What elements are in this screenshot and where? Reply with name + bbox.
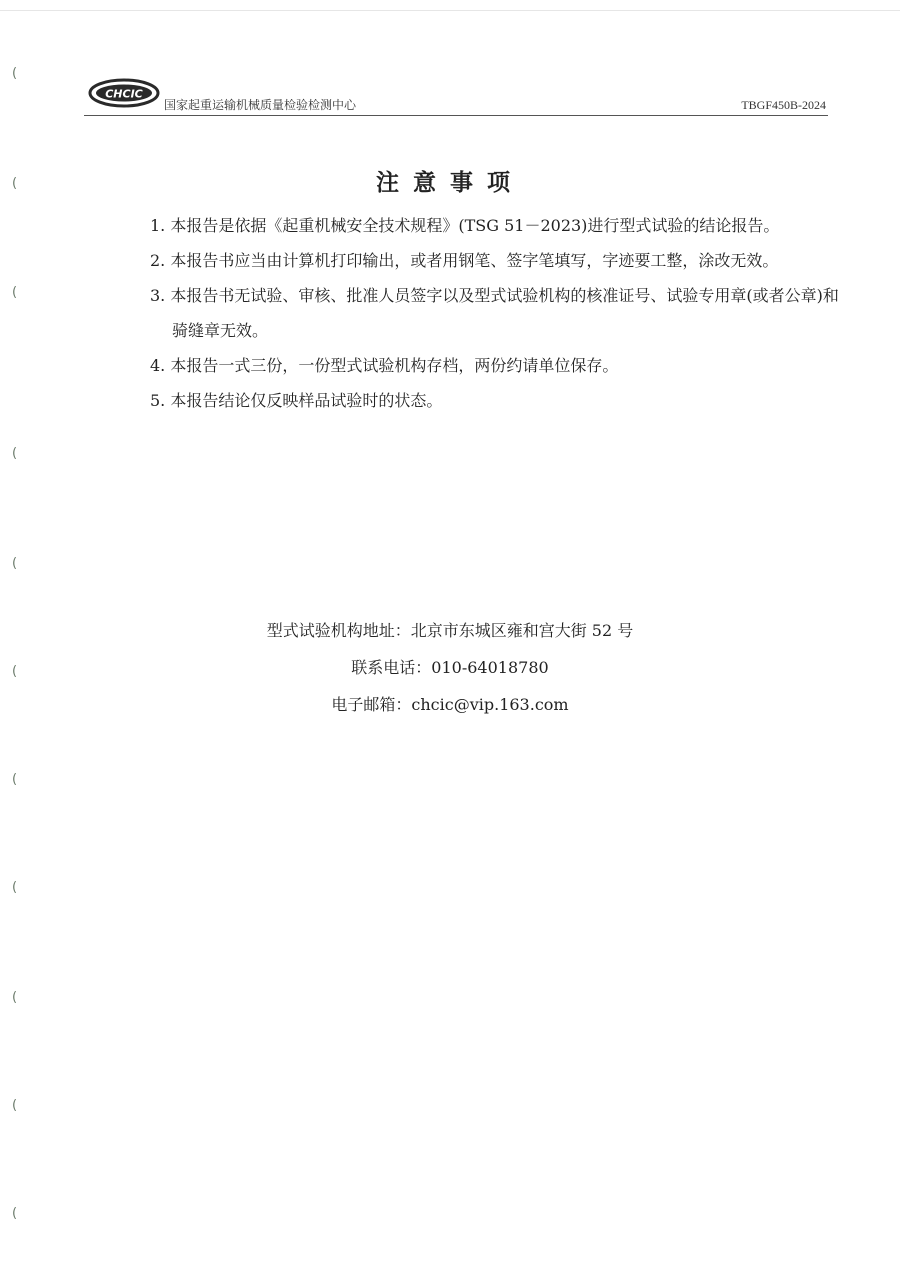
header-rule (84, 115, 828, 116)
binding-hole-mark: ( (12, 664, 18, 679)
binding-hole-mark: ( (12, 66, 18, 81)
note-item: 2. 本报告书应当由计算机打印输出，或者用钢笔、签字笔填写，字迹要工整，涂改无效。 (150, 251, 779, 270)
note-item: 3. 本报告书无试验、审核、批准人员签字以及型式试验机构的核准证号、试验专用章(或者公章)和骑缝章无效。 (150, 286, 839, 340)
binding-hole-mark: ( (12, 1206, 18, 1221)
chcic-logo-icon (88, 78, 160, 108)
note-item: 1. 本报告是依据《起重机械安全技术规程》(TSG 51－2023)进行型式试验的结论报告。 (150, 216, 780, 235)
note-item: 5. 本报告结论仅反映样品试验时的状态。 (150, 391, 443, 410)
contact-phone: 联系电话：010-64018780 (351, 658, 549, 677)
logo-text: CHCIC (105, 87, 143, 101)
binding-hole-mark: ( (12, 1098, 18, 1113)
binding-hole-mark: ( (12, 176, 18, 191)
binding-hole-mark: ( (12, 556, 18, 571)
document-code: TBGF450B-2024 (741, 98, 826, 112)
binding-hole-mark: ( (12, 446, 18, 461)
contact-address: 型式试验机构地址：北京市东城区雍和宫大街 52 号 (266, 621, 634, 640)
binding-hole-mark: ( (12, 285, 18, 300)
binding-hole-mark: ( (12, 880, 18, 895)
organization-name: 国家起重运输机械质量检验检测中心 (164, 98, 357, 112)
contact-block (0, 612, 900, 723)
contact-email: 电子邮箱：chcic@vip.163.com (331, 695, 569, 714)
notes-list (150, 208, 840, 418)
binding-hole-mark: ( (12, 990, 18, 1005)
page-header (84, 68, 828, 118)
binding-hole-mark: ( (12, 772, 18, 787)
page-title: 注意事项 (376, 170, 524, 196)
page-top-edge (0, 10, 900, 11)
note-item: 4. 本报告一式三份，一份型式试验机构存档，两份约请单位保存。 (150, 356, 619, 375)
